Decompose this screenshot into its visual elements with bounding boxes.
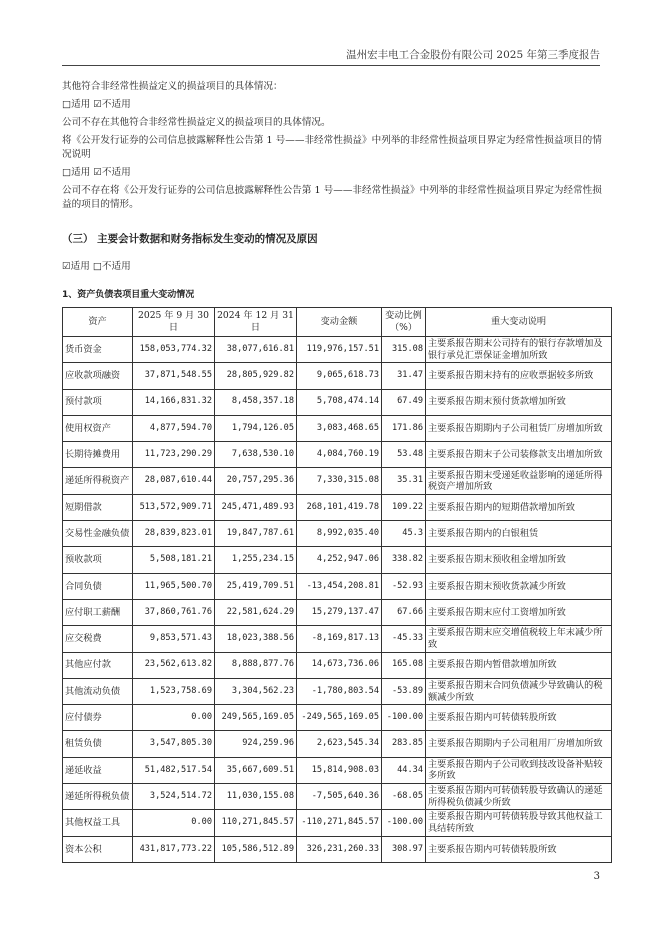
item-name: 其他流动负债 <box>63 678 133 704</box>
prior-value: 8,888,877.76 <box>215 652 297 678</box>
current-value: 3,547,805.30 <box>133 731 215 757</box>
change-amount: 7,330,315.08 <box>297 468 382 494</box>
change-ratio: 53.48 <box>382 442 426 468</box>
current-value: 0.00 <box>133 705 215 731</box>
item-name: 租赁负债 <box>63 731 133 757</box>
change-amount: -110,271,845.57 <box>297 810 382 836</box>
item-name: 应交税费 <box>63 626 133 652</box>
change-ratio: -53.89 <box>382 678 426 704</box>
current-value: 11,965,500.70 <box>133 573 215 599</box>
table-row <box>63 468 612 494</box>
prior-value: 25,419,709.51 <box>215 573 297 599</box>
change-amount: -249,565,169.05 <box>297 705 382 731</box>
change-explanation: 主要系报告期末预收货款减少所致 <box>426 573 612 599</box>
table-row <box>63 389 612 415</box>
prior-value: 249,565,169.05 <box>215 705 297 731</box>
item-name: 资本公积 <box>63 836 133 862</box>
change-amount: -7,505,640.36 <box>297 784 382 810</box>
change-explanation: 主要系报告期期内子公司租用厂房增加所致 <box>426 731 612 757</box>
change-amount: 268,101,419.78 <box>297 494 382 520</box>
change-explanation: 主要系报告期内可转债转股所致 <box>426 705 612 731</box>
current-value: 11,723,290.29 <box>133 442 215 468</box>
table-row <box>63 442 612 468</box>
change-amount: 4,252,947.06 <box>297 547 382 573</box>
prior-value: 110,271,845.57 <box>215 810 297 836</box>
change-explanation: 主要系报告期内可转债转股所致 <box>426 836 612 862</box>
prior-value: 22,581,624.29 <box>215 599 297 625</box>
current-value: 158,053,774.32 <box>133 337 215 363</box>
prior-value: 20,757,295.36 <box>215 468 297 494</box>
prior-value: 18,023,388.56 <box>215 626 297 652</box>
change-ratio: 45.3 <box>382 521 426 547</box>
change-explanation: 主要系报告期末公司持有的银行存款增加及银行承兑汇票保证金增加所致 <box>426 337 612 363</box>
page-content <box>62 80 602 863</box>
change-ratio: -100.00 <box>382 810 426 836</box>
applicability-checkbox-2: □适用 ☑不适用 <box>62 167 131 178</box>
current-value: 37,871,548.55 <box>133 363 215 389</box>
change-ratio: 109.22 <box>382 494 426 520</box>
change-explanation: 主要系报告期末预收租金增加所致 <box>426 547 612 573</box>
current-value: 513,572,909.71 <box>133 494 215 520</box>
item-name: 短期借款 <box>63 494 133 520</box>
prior-value: 38,077,616.81 <box>215 337 297 363</box>
table-row <box>63 705 612 731</box>
table-row <box>63 415 612 441</box>
prior-value: 7,638,530.10 <box>215 442 297 468</box>
item-name: 应收款项融资 <box>63 363 133 389</box>
table-subtitle: 1、资产负债表项目重大变动情况 <box>62 290 195 300</box>
change-ratio: -100.00 <box>382 705 426 731</box>
current-value: 28,839,823.01 <box>133 521 215 547</box>
change-explanation: 主要系报告期内子公司收到技改设备补贴较多所致 <box>426 757 612 783</box>
prior-value: 3,304,562.23 <box>215 678 297 704</box>
change-amount: 14,673,736.06 <box>297 652 382 678</box>
table-row <box>63 836 612 862</box>
change-ratio: 308.97 <box>382 836 426 862</box>
table-row <box>63 363 612 389</box>
change-explanation: 主要系报告期内可转债转股导致其他权益工具结转所致 <box>426 810 612 836</box>
change-explanation: 主要系报告期内的短期借款增加所致 <box>426 494 612 520</box>
table-row <box>63 652 612 678</box>
change-ratio: -52.93 <box>382 573 426 599</box>
current-value: 51,482,517.54 <box>133 757 215 783</box>
header-explanation: 重大变动说明 <box>426 308 612 337</box>
change-explanation: 主要系报告期内的白银租赁 <box>426 521 612 547</box>
applicability-checkbox-1: □适用 ☑不适用 <box>62 99 131 110</box>
change-amount: -13,454,208.81 <box>297 573 382 599</box>
item-name: 其他权益工具 <box>63 810 133 836</box>
change-explanation: 主要系报告期末预付货款增加所致 <box>426 389 612 415</box>
change-amount: -1,780,803.54 <box>297 678 382 704</box>
page-number: 3 <box>593 871 600 882</box>
current-value: 14,166,831.32 <box>133 389 215 415</box>
report-title: 温州宏丰电工合金股份有限公司 2025 年第三季度报告 <box>346 49 600 61</box>
change-amount: 326,231,260.33 <box>297 836 382 862</box>
table-row <box>63 599 612 625</box>
table-row <box>63 678 612 704</box>
prior-value: 1,794,126.05 <box>215 415 297 441</box>
change-amount: 4,084,760.19 <box>297 442 382 468</box>
change-ratio: 338.82 <box>382 547 426 573</box>
change-explanation: 主要系报告期末受递延收益影响的递延所得税资产增加所致 <box>426 468 612 494</box>
prior-value: 924,259.96 <box>215 731 297 757</box>
change-amount: 119,976,157.51 <box>297 337 382 363</box>
item-name: 递延所得税负债 <box>63 784 133 810</box>
item-name: 合同负债 <box>63 573 133 599</box>
change-explanation: 主要系报告期末合同负债减少导致确认的税额减少所致 <box>426 678 612 704</box>
header-change-amount: 变动金额 <box>297 308 382 337</box>
page-header <box>62 47 600 66</box>
change-ratio: 35.31 <box>382 468 426 494</box>
item-name: 应付职工薪酬 <box>63 599 133 625</box>
item-name: 其他应付款 <box>63 652 133 678</box>
change-amount: 3,083,468.65 <box>297 415 382 441</box>
change-ratio: 315.08 <box>382 337 426 363</box>
change-ratio: 171.86 <box>382 415 426 441</box>
prior-value: 105,586,512.89 <box>215 836 297 862</box>
balance-sheet-changes-table <box>62 307 612 863</box>
change-ratio: 283.85 <box>382 731 426 757</box>
header-prior-date: 2024 年 12 月 31 日 <box>215 308 297 337</box>
table-row <box>63 337 612 363</box>
prior-value: 11,030,155.08 <box>215 784 297 810</box>
table-header-row <box>63 308 612 337</box>
change-amount: 9,065,618.73 <box>297 363 382 389</box>
change-ratio: 44.34 <box>382 757 426 783</box>
intro-paragraph-1: 其他符合非经常性损益定义的损益项目的具体情况： <box>62 81 283 92</box>
change-explanation: 主要系报告期内可转债转股导致确认的递延所得税负债减少所致 <box>426 784 612 810</box>
change-ratio: 31.47 <box>382 363 426 389</box>
change-ratio: 165.08 <box>382 652 426 678</box>
change-amount: 15,279,137.47 <box>297 599 382 625</box>
change-ratio: 67.66 <box>382 599 426 625</box>
table-row <box>63 784 612 810</box>
item-name: 长期待摊费用 <box>63 442 133 468</box>
table-row <box>63 547 612 573</box>
intro-paragraph-3: 将《公开发行证券的公司信息披露解释性公告第 1 号——非经常性损益》中列举的非经常性损益项目界定为经常性损益项目的情况说明 <box>62 135 602 160</box>
change-amount: 15,814,908.03 <box>297 757 382 783</box>
change-explanation: 主要系报告期期内子公司租赁厂房增加所致 <box>426 415 612 441</box>
current-value: 37,860,761.76 <box>133 599 215 625</box>
prior-value: 28,805,929.82 <box>215 363 297 389</box>
item-name: 使用权资产 <box>63 415 133 441</box>
table-row <box>63 494 612 520</box>
table-row <box>63 573 612 599</box>
section-heading: （三） 主要会计数据和财务指标发生变动的情况及原因 <box>62 233 318 245</box>
item-name: 应付债券 <box>63 705 133 731</box>
table-row <box>63 757 612 783</box>
intro-paragraph-4: 公司不存在将《公开发行证券的公司信息披露解释性公告第 1 号——非经常性损益》中列举的非经常性损益项目界定为经常性损益的项目的情形。 <box>62 185 602 210</box>
prior-value: 8,458,357.18 <box>215 389 297 415</box>
change-ratio: -68.05 <box>382 784 426 810</box>
applicability-checkbox-3: ☑适用 □不适用 <box>62 261 131 272</box>
change-explanation: 主要系报告期末持有的应收票据较多所致 <box>426 363 612 389</box>
current-value: 1,523,758.69 <box>133 678 215 704</box>
change-amount: 8,992,035.40 <box>297 521 382 547</box>
item-name: 预收款项 <box>63 547 133 573</box>
table-row <box>63 521 612 547</box>
header-item: 资产 <box>63 308 133 337</box>
header-current-date: 2025 年 9 月 30 日 <box>133 308 215 337</box>
intro-paragraph-2: 公司不存在其他符合非经常性损益定义的损益项目的具体情况。 <box>62 117 331 128</box>
prior-value: 1,255,234.15 <box>215 547 297 573</box>
item-name: 预付款项 <box>63 389 133 415</box>
table-row <box>63 810 612 836</box>
current-value: 23,562,613.82 <box>133 652 215 678</box>
change-ratio: 67.49 <box>382 389 426 415</box>
current-value: 4,877,594.70 <box>133 415 215 441</box>
prior-value: 245,471,489.93 <box>215 494 297 520</box>
header-change-ratio: 变动比例（%） <box>382 308 426 337</box>
current-value: 0.00 <box>133 810 215 836</box>
change-ratio: -45.33 <box>382 626 426 652</box>
item-name: 交易性金融负债 <box>63 521 133 547</box>
item-name: 递延收益 <box>63 757 133 783</box>
current-value: 9,853,571.43 <box>133 626 215 652</box>
change-amount: 2,623,545.34 <box>297 731 382 757</box>
change-amount: 5,708,474.14 <box>297 389 382 415</box>
item-name: 货币资金 <box>63 337 133 363</box>
table-row <box>63 626 612 652</box>
current-value: 431,817,773.22 <box>133 836 215 862</box>
change-explanation: 主要系报告期末应付工资增加所致 <box>426 599 612 625</box>
prior-value: 19,847,787.61 <box>215 521 297 547</box>
change-amount: -8,169,817.13 <box>297 626 382 652</box>
change-explanation: 主要系报告期末子公司装修款支出增加所致 <box>426 442 612 468</box>
prior-value: 35,667,609.51 <box>215 757 297 783</box>
change-explanation: 主要系报告期末应交增值税较上年末减少所致 <box>426 626 612 652</box>
change-explanation: 主要系报告期内暂借款增加所致 <box>426 652 612 678</box>
table-row <box>63 731 612 757</box>
current-value: 28,087,610.44 <box>133 468 215 494</box>
current-value: 3,524,514.72 <box>133 784 215 810</box>
item-name: 递延所得税资产 <box>63 468 133 494</box>
current-value: 5,508,181.21 <box>133 547 215 573</box>
